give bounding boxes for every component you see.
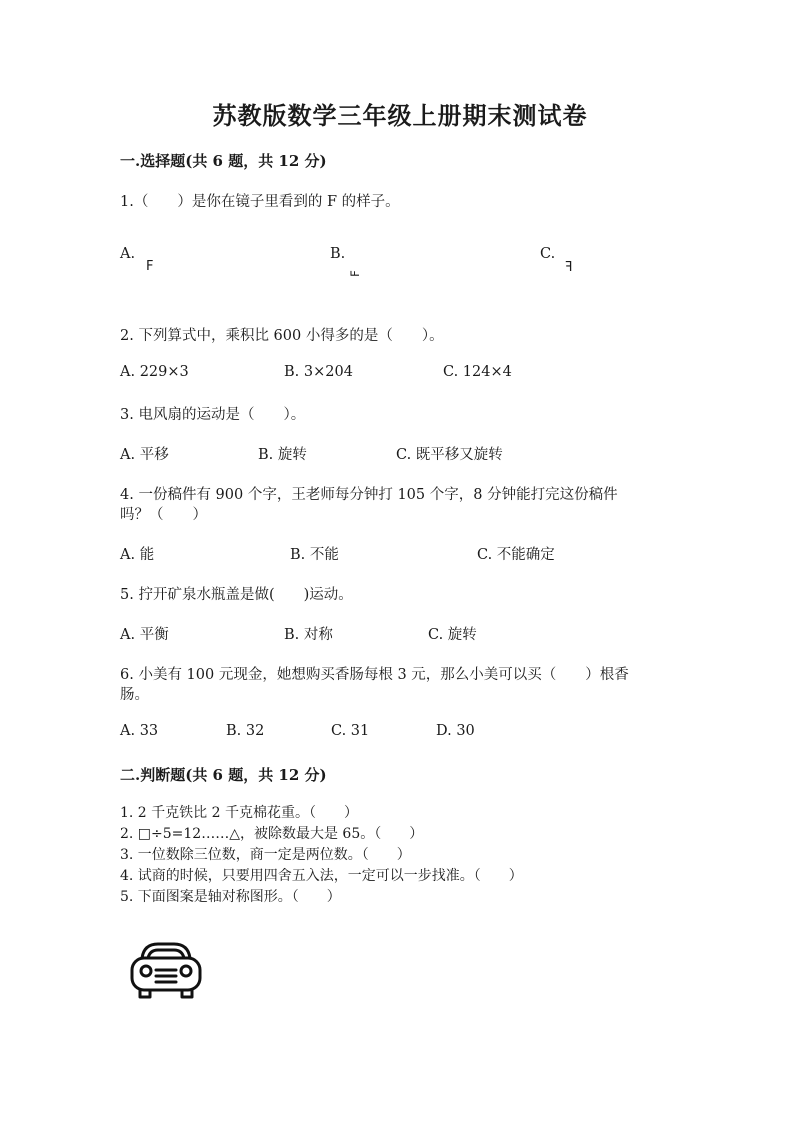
q4-option-a[interactable]: A. 能	[120, 547, 155, 563]
q6-option-d[interactable]: D. 30	[436, 723, 475, 739]
car-icon	[128, 940, 204, 1002]
question-1: 1.（ ）是你在镜子里看到的 F 的样子。	[120, 194, 400, 210]
judgement-item-5: 5. 下面图案是轴对称图形。（ ）	[120, 889, 341, 905]
q3-option-c[interactable]: C. 既平移又旋转	[396, 447, 503, 463]
section-heading-judgement: 二.判断题(共 6 题，共 12 分)	[120, 766, 327, 784]
q3-option-b[interactable]: B. 旋转	[258, 447, 307, 463]
q2-option-c[interactable]: C. 124×4	[443, 364, 512, 380]
q2-option-b[interactable]: B. 3×204	[284, 364, 353, 380]
q3-option-a[interactable]: A. 平移	[120, 447, 169, 463]
question-2: 2. 下列算式中，乘积比 600 小得多的是（ ）。	[120, 328, 444, 344]
q2-option-a[interactable]: A. 229×3	[120, 364, 189, 380]
judgement-item-1: 1. 2 千克铁比 2 千克棉花重。（ ）	[120, 805, 358, 821]
q6-option-a[interactable]: A. 33	[120, 723, 159, 739]
question-3: 3. 电风扇的运动是（ ）。	[120, 407, 306, 423]
judgement-item-3: 3. 一位数除三位数，商一定是两位数。（ ）	[120, 847, 411, 863]
q1-glyph-b: F	[348, 270, 363, 277]
question-5: 5. 拧开矿泉水瓶盖是做( )运动。	[120, 587, 353, 603]
q5-option-b[interactable]: B. 对称	[284, 627, 333, 643]
question-6-line-1: 6. 小美有 100 元现金，她想购买香肠每根 3 元，那么小美可以买（ ）根香	[120, 667, 629, 683]
q5-option-a[interactable]: A. 平衡	[120, 627, 169, 643]
q1-option-b[interactable]	[330, 246, 345, 262]
section-heading-choice: 一.选择题(共 6 题，共 12 分)	[120, 152, 327, 170]
q1-glyph-a: F	[146, 259, 154, 274]
q5-option-c[interactable]: C. 旋转	[428, 627, 477, 643]
q1-glyph-c: F	[565, 260, 573, 275]
question-4-line-1: 4. 一份稿件有 900 个字，王老师每分钟打 105 个字，8 分钟能打完这份稿件	[120, 487, 618, 503]
option-label: B.	[330, 246, 346, 262]
option-label: A.	[120, 246, 136, 262]
question-4-line-2: 吗？（ ）	[120, 507, 207, 523]
option-label: C.	[540, 246, 556, 262]
question-6-line-2: 肠。	[120, 687, 149, 703]
q6-option-c[interactable]: C. 31	[331, 723, 370, 739]
q6-option-b[interactable]: B. 32	[226, 723, 265, 739]
q1-option-c[interactable]	[540, 246, 555, 262]
page-title: 苏教版数学三年级上册期末测试卷	[212, 101, 588, 130]
judgement-item-4: 4. 试商的时候，只要用四舍五入法，一定可以一步找准。（ ）	[120, 868, 523, 884]
q4-option-c[interactable]: C. 不能确定	[477, 547, 555, 563]
q1-option-a[interactable]	[120, 246, 135, 262]
judgement-item-2: 2. □÷5=12……△，被除数最大是 65。（ ）	[120, 826, 424, 842]
q4-option-b[interactable]: B. 不能	[290, 547, 339, 563]
